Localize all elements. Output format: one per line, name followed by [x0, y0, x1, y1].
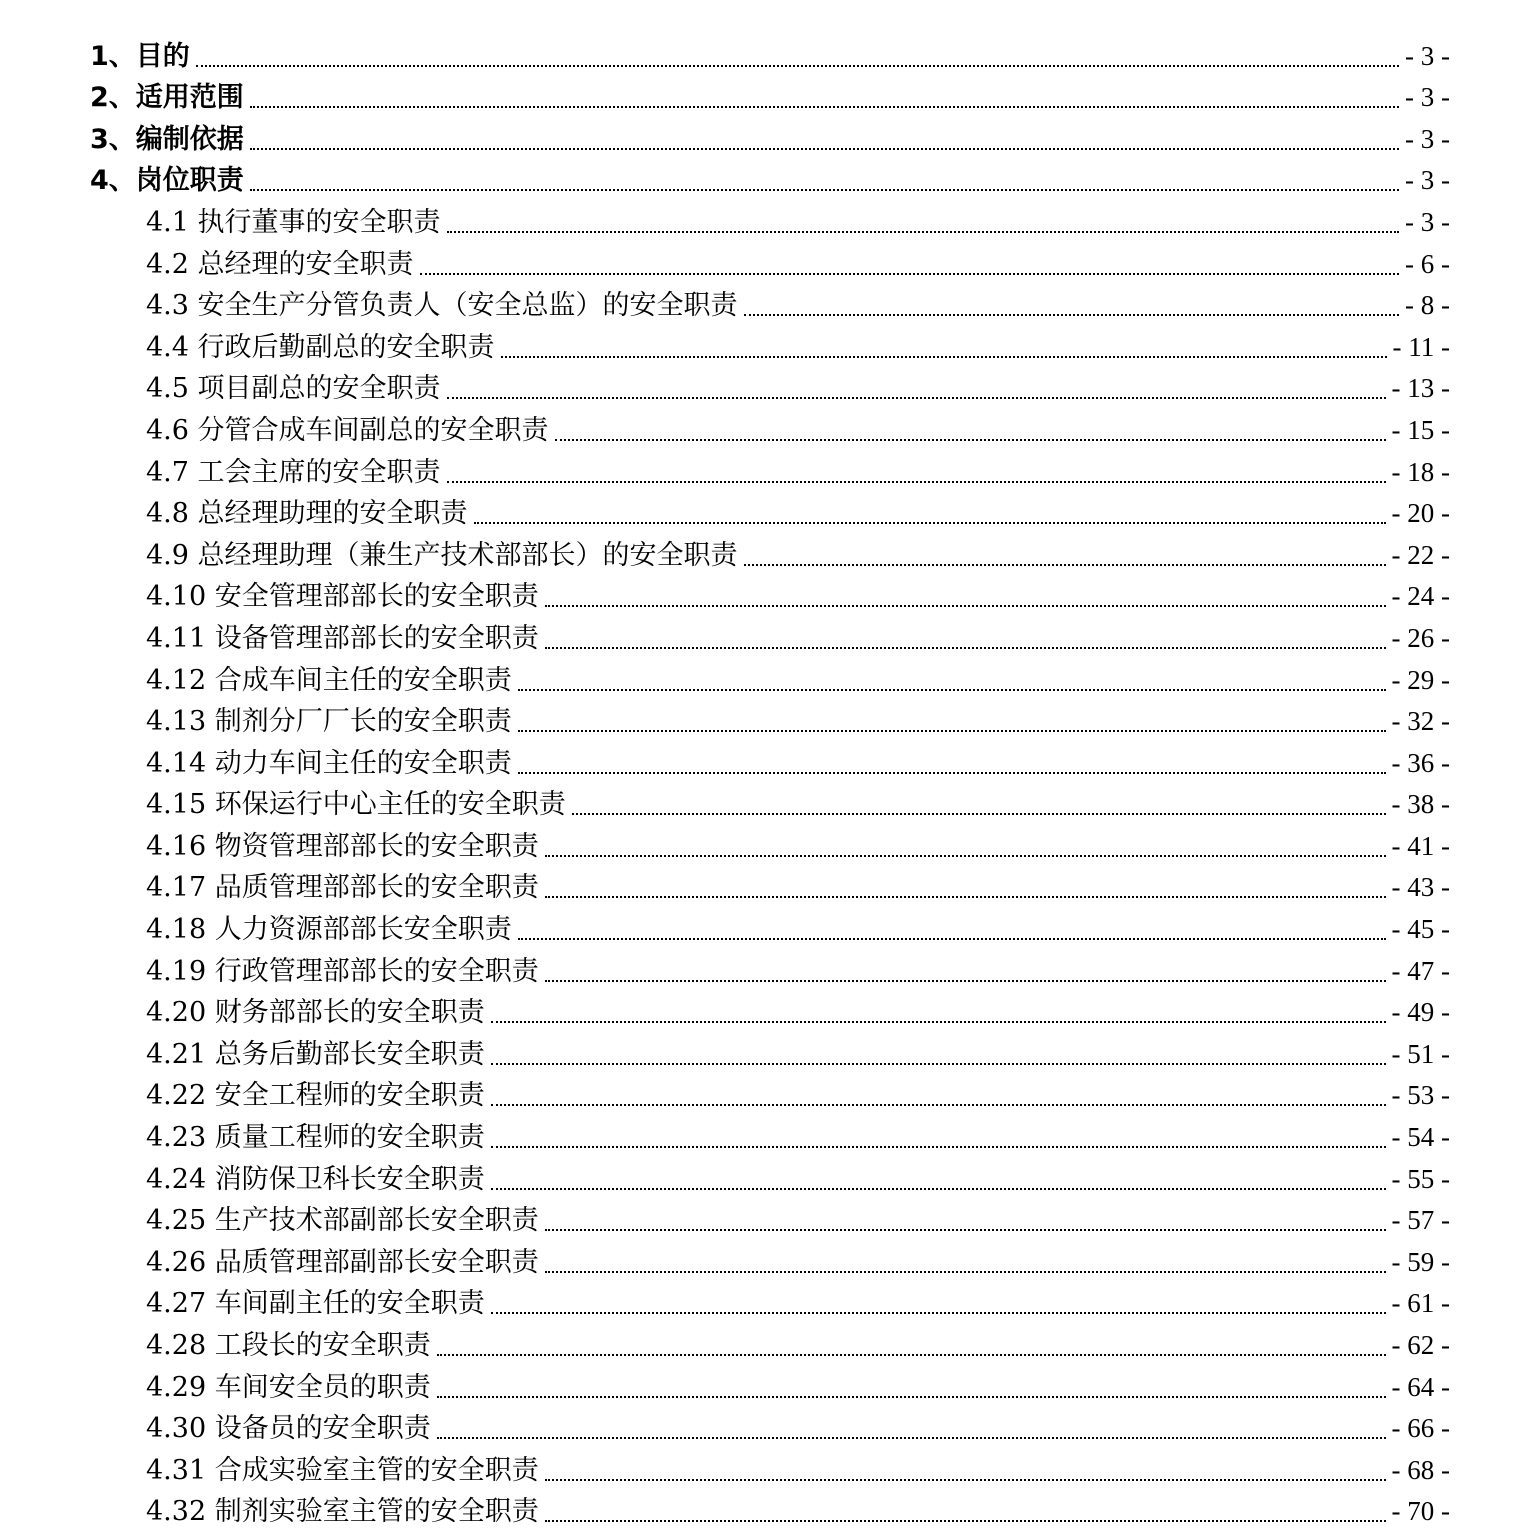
toc-entry-title: 4.30 设备员的安全职责: [146, 1413, 431, 1445]
toc-entry-title: 1、目的: [90, 40, 190, 72]
toc-entry-page: - 8 -: [1405, 290, 1450, 321]
toc-entry-page: - 49 -: [1391, 997, 1450, 1028]
toc-entry-page: - 68 -: [1391, 1454, 1450, 1485]
toc-dot-leader: [250, 106, 1399, 108]
toc-dot-leader: [474, 522, 1386, 524]
toc-entry-page: - 51 -: [1391, 1038, 1450, 1069]
toc-entry-title: 4.22 安全工程师的安全职责: [146, 1080, 485, 1112]
toc-entry-page: - 3 -: [1405, 123, 1450, 154]
toc-dot-leader: [491, 1021, 1386, 1023]
toc-entry-title: 4.19 行政管理部部长的安全职责: [146, 955, 539, 987]
toc-entry[interactable]: [90, 1197, 1450, 1239]
toc-entry[interactable]: [90, 573, 1450, 615]
toc-entry[interactable]: [90, 365, 1450, 407]
toc-entry-title: 4.31 合成实验室主管的安全职责: [146, 1454, 539, 1486]
toc-entry[interactable]: [90, 406, 1450, 448]
toc-entry-page: - 32 -: [1391, 706, 1450, 737]
toc-entry-page: - 13 -: [1391, 373, 1450, 404]
toc-entry-title: 4.24 消防保卫科长安全职责: [146, 1163, 485, 1195]
toc-dot-leader: [555, 439, 1386, 441]
toc-entry-page: - 59 -: [1391, 1246, 1450, 1277]
toc-entry[interactable]: [90, 157, 1450, 199]
toc-entry[interactable]: [90, 1446, 1450, 1488]
toc-dot-leader: [545, 980, 1386, 982]
toc-entry-page: - 62 -: [1391, 1330, 1450, 1360]
toc-entry-title: 4.3 安全生产分管负责人（安全总监）的安全职责: [146, 290, 738, 322]
toc-entry-title: 4.13 制剂分厂厂长的安全职责: [146, 706, 512, 738]
toc-dot-leader: [744, 314, 1399, 316]
toc-entry[interactable]: [90, 739, 1450, 781]
toc-entry-page: - 11 -: [1392, 331, 1450, 362]
toc-entry-title: 4.26 品质管理部副部长安全职责: [146, 1246, 539, 1278]
table-of-contents: [90, 32, 1450, 1529]
toc-entry-title: 4.2 总经理的安全职责: [146, 248, 414, 280]
toc-entry[interactable]: [90, 1405, 1450, 1447]
toc-entry-page: - 29 -: [1391, 664, 1450, 695]
toc-entry-page: - 66 -: [1391, 1413, 1450, 1444]
toc-entry-title: 4.25 生产技术部副部长安全职责: [146, 1205, 539, 1237]
toc-entry-page: - 3 -: [1405, 165, 1450, 196]
toc-entry[interactable]: [90, 32, 1450, 74]
toc-dot-leader: [518, 730, 1386, 732]
toc-dot-leader: [447, 397, 1386, 399]
toc-entry[interactable]: [90, 905, 1450, 947]
toc-dot-leader: [437, 1354, 1386, 1356]
toc-entry[interactable]: [90, 1030, 1450, 1072]
toc-entry-title: 4.28 工段长的安全职责: [146, 1330, 431, 1361]
toc-entry-page: - 3 -: [1405, 40, 1450, 71]
toc-entry-page: - 53 -: [1391, 1080, 1450, 1111]
toc-entry-page: - 22 -: [1391, 539, 1450, 570]
toc-dot-leader: [518, 772, 1386, 774]
toc-entry[interactable]: [90, 115, 1450, 157]
toc-dot-leader: [545, 605, 1386, 607]
toc-dot-leader: [545, 896, 1386, 898]
toc-entry-title: 4.29 车间安全员的职责: [146, 1371, 431, 1403]
toc-entry-title: 4.5 项目副总的安全职责: [146, 373, 441, 405]
toc-entry-title: 4.10 安全管理部部长的安全职责: [146, 581, 539, 613]
toc-dot-leader: [545, 1520, 1386, 1522]
toc-entry-page: - 24 -: [1391, 581, 1450, 612]
toc-entry[interactable]: [90, 1488, 1450, 1530]
toc-dot-leader: [518, 689, 1386, 691]
toc-entry-title: 4.15 环保运行中心主任的安全职责: [146, 789, 566, 821]
toc-dot-leader: [437, 1437, 1386, 1439]
toc-entry-title: 4.1 执行董事的安全职责: [146, 206, 441, 238]
toc-dot-leader: [447, 481, 1386, 483]
toc-entry[interactable]: [90, 323, 1450, 365]
toc-entry-page: - 45 -: [1391, 914, 1450, 945]
toc-entry-title: 4.11 设备管理部部长的安全职责: [146, 622, 539, 654]
toc-dot-leader: [744, 564, 1386, 566]
toc-entry[interactable]: [90, 1155, 1450, 1197]
toc-entry-page: - 36 -: [1391, 747, 1450, 778]
toc-entry-page: - 47 -: [1391, 955, 1450, 986]
toc-entry[interactable]: [90, 698, 1450, 740]
toc-entry[interactable]: [90, 490, 1450, 532]
toc-dot-leader: [250, 189, 1399, 191]
toc-entry[interactable]: [90, 240, 1450, 282]
toc-entry-page: - 61 -: [1391, 1288, 1450, 1319]
toc-entry-page: - 15 -: [1391, 414, 1450, 445]
toc-entry-title: 2、适用范围: [90, 82, 244, 114]
toc-dot-leader: [545, 1229, 1386, 1231]
toc-entry[interactable]: [90, 198, 1450, 240]
toc-entry-page: - 18 -: [1391, 456, 1450, 487]
toc-dot-leader: [196, 65, 1399, 67]
toc-entry-page: - 20 -: [1391, 498, 1450, 529]
toc-entry[interactable]: [90, 614, 1450, 656]
toc-entry[interactable]: [90, 1321, 1450, 1363]
toc-dot-leader: [545, 855, 1386, 857]
toc-dot-leader: [420, 273, 1399, 275]
toc-dot-leader: [545, 647, 1386, 649]
toc-entry-page: - 55 -: [1391, 1163, 1450, 1194]
toc-dot-leader: [518, 938, 1386, 940]
toc-entry-title: 4.6 分管合成车间副总的安全职责: [146, 414, 549, 446]
toc-dot-leader: [250, 148, 1399, 150]
toc-entry-page: - 3 -: [1405, 82, 1450, 113]
toc-entry-title: 4.16 物资管理部部长的安全职责: [146, 830, 539, 862]
toc-dot-leader: [572, 813, 1386, 815]
toc-entry-title: 4.8 总经理助理的安全职责: [146, 498, 468, 530]
toc-dot-leader: [437, 1396, 1386, 1398]
toc-entry[interactable]: [90, 74, 1450, 116]
toc-dot-leader: [491, 1146, 1386, 1148]
toc-entry-title: 4.7 工会主席的安全职责: [146, 456, 441, 488]
toc-dot-leader: [501, 356, 1387, 358]
toc-entry-page: - 70 -: [1391, 1496, 1450, 1527]
toc-entry[interactable]: [90, 1113, 1450, 1155]
toc-entry[interactable]: [90, 864, 1450, 906]
toc-entry-title: 4.21 总务后勤部长安全职责: [146, 1038, 485, 1070]
toc-dot-leader: [491, 1188, 1386, 1190]
toc-entry-page: - 57 -: [1391, 1205, 1450, 1236]
toc-entry-page: - 43 -: [1391, 872, 1450, 903]
toc-dot-leader: [491, 1104, 1386, 1106]
toc-entry[interactable]: [90, 1363, 1450, 1405]
toc-entry-page: - 6 -: [1405, 248, 1450, 279]
toc-entry-page: - 41 -: [1391, 830, 1450, 861]
toc-dot-leader: [447, 231, 1399, 233]
toc-entry-title: 4.20 财务部部长的安全职责: [146, 997, 485, 1029]
toc-entry-title: 4.27 车间副主任的安全职责: [146, 1288, 485, 1320]
toc-entry-page: - 38 -: [1391, 789, 1450, 820]
toc-entry-page: - 64 -: [1391, 1371, 1450, 1402]
toc-entry[interactable]: [90, 282, 1450, 324]
toc-entry[interactable]: [90, 1238, 1450, 1280]
toc-dot-leader: [545, 1271, 1386, 1273]
toc-entry-title: 4.14 动力车间主任的安全职责: [146, 747, 512, 779]
toc-entry-title: 4.18 人力资源部部长安全职责: [146, 914, 512, 946]
toc-entry-title: 4.23 质量工程师的安全职责: [146, 1122, 485, 1154]
toc-dot-leader: [491, 1312, 1386, 1314]
toc-entry-page: - 3 -: [1405, 206, 1450, 237]
toc-entry-title: 4、岗位职责: [90, 165, 244, 197]
toc-entry[interactable]: [90, 448, 1450, 490]
toc-entry[interactable]: [90, 822, 1450, 864]
toc-entry[interactable]: [90, 989, 1450, 1031]
toc-entry[interactable]: [90, 656, 1450, 698]
toc-dot-leader: [545, 1479, 1386, 1481]
toc-entry-title: 3、编制依据: [90, 123, 244, 155]
toc-entry-page: - 54 -: [1391, 1122, 1450, 1153]
toc-entry[interactable]: [90, 947, 1450, 989]
toc-dot-leader: [491, 1063, 1386, 1065]
toc-entry-title: 4.17 品质管理部部长的安全职责: [146, 872, 539, 904]
toc-entry-title: 4.32 制剂实验室主管的安全职责: [146, 1496, 539, 1528]
toc-entry-title: 4.12 合成车间主任的安全职责: [146, 664, 512, 696]
toc-entry[interactable]: [90, 531, 1450, 573]
toc-entry[interactable]: [90, 1280, 1450, 1322]
toc-entry-title: 4.9 总经理助理（兼生产技术部部长）的安全职责: [146, 539, 738, 571]
toc-entry-page: - 26 -: [1391, 622, 1450, 653]
toc-entry[interactable]: [90, 1072, 1450, 1114]
toc-entry-title: 4.4 行政后勤副总的安全职责: [146, 331, 495, 363]
toc-entry[interactable]: [90, 781, 1450, 823]
